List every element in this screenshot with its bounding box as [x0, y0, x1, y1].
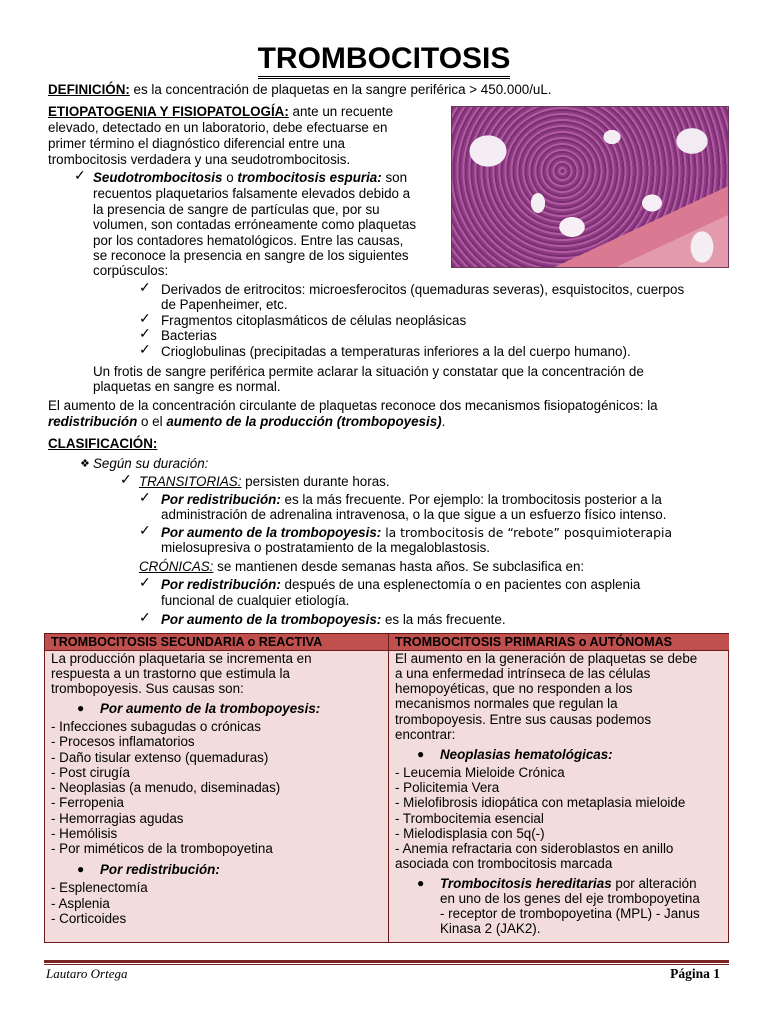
t-aum-line-1	[161, 525, 672, 541]
transitorias-text: persisten durante horas.	[241, 474, 390, 489]
checkmark-icon: ✓	[139, 522, 151, 538]
definition-label: DEFINICIÓN:	[48, 82, 130, 97]
checkmark-icon: ✓	[120, 471, 132, 487]
hereditarias-label: Trombocitosis hereditarias	[440, 876, 612, 891]
list-item: - Post cirugía	[51, 765, 130, 780]
t-redis-line-1	[161, 492, 662, 508]
t-redis-text: es la más frecuente. Por ejemplo: la trombocitosis posterior a la	[280, 492, 662, 507]
c-aum-text: es la más frecuente.	[381, 612, 506, 627]
list-item: - Mielodisplasia con 5q(-)	[395, 826, 545, 841]
table-col-secundaria	[45, 634, 388, 942]
etiopatogenia-label: ETIOPATOGENIA Y FISIOPATOLOGÍA:	[48, 104, 289, 119]
list-item: - Hemólisis	[51, 826, 118, 841]
etiopatogenia-line-4: trombocitosis verdadera y una seudotrombocitosis.	[48, 152, 351, 167]
segun-duracion: Según su duración:	[93, 456, 209, 471]
mecanismo-redistribucion: redistribución	[48, 414, 138, 429]
list-item: - Anemia refractaria con sideroblastos en anillo	[395, 841, 674, 856]
etiopatogenia-line-1	[48, 104, 393, 120]
mecanismo-produccion: aumento de la producción (trombopoyesis)	[166, 414, 442, 429]
checkmark-icon: ✓	[139, 279, 151, 295]
mecanismos-line-2	[48, 414, 445, 430]
checkmark-icon: ✓	[139, 341, 151, 357]
table-header-primarias: TROMBOCITOSIS PRIMARIAS o AUTÓNOMAS	[389, 634, 729, 650]
seudo-item-1: Derivados de eritrocitos: microesferocitos (quemaduras severas), esquistocitos, cuerpos	[161, 282, 685, 297]
seudo-item-1-cont: de Papenheimer, etc.	[161, 297, 288, 312]
bullet-icon: ●	[77, 862, 85, 876]
list-item: - Por miméticos de la trombopoyetina	[51, 841, 273, 856]
hereditarias-line-4: Kinasa 2 (JAK2).	[440, 921, 541, 936]
footer-rule-thin	[44, 964, 729, 965]
seudo-line-7: corpúsculos:	[93, 263, 169, 278]
seudo-line-5: por los contadores hematológicos. Entre las causas,	[93, 233, 404, 248]
footer-page-number: Página 1	[670, 966, 720, 981]
seudo-text: son	[381, 170, 408, 185]
list-item: - Procesos inflamatorios	[51, 734, 195, 749]
c-aum-line	[161, 612, 506, 628]
table-col-primarias	[389, 634, 729, 942]
c-aum-label: Por aumento de la trombopoyesis:	[161, 612, 382, 627]
etiopatogenia-line-3: primer término el diagnóstico diferencial entre una	[48, 136, 345, 151]
checkmark-icon: ✓	[139, 489, 151, 505]
pri-sub-neoplasias: Neoplasias hematológicas:	[440, 747, 613, 762]
pri-intro-2: a una enfermedad intrínseca de las células	[395, 666, 651, 681]
diamond-bullet-icon: ❖	[80, 458, 90, 470]
sec-intro-3: trombopoyesis. Sus causas son:	[51, 681, 244, 696]
sec-sub-redistribucion: Por redistribución:	[100, 862, 220, 877]
c-redis-line-1	[161, 577, 640, 593]
cronicas-label: CRÓNICAS:	[139, 559, 214, 574]
table-column-divider	[388, 634, 389, 942]
t-aum-label: Por aumento de la trombopoyesis:	[161, 525, 382, 540]
etiopatogenia-line-2: elevado, detectado en un laboratorio, debe efectuarse en	[48, 120, 388, 135]
table-header-secundaria: TROMBOCITOSIS SECUNDARIA o REACTIVA	[45, 634, 388, 650]
list-item: - Trombocitemia esencial	[395, 811, 544, 826]
seudo-item-4: Crioglobulinas (precipitadas a temperaturas inferiores a la del cuerpo humano).	[161, 344, 631, 359]
seudo-term-2: trombocitosis espuria:	[237, 170, 382, 185]
mecanismos-conj: o el	[137, 414, 167, 429]
frotis-line-1: Un frotis de sangre periférica permite aclarar la situación y constatar que la concentración de	[93, 364, 644, 379]
definition-paragraph	[48, 82, 552, 98]
list-item: - Daño tisular extenso (quemaduras)	[51, 750, 269, 765]
frotis-line-2: plaquetas en sangre es normal.	[93, 379, 281, 394]
pri-intro-3: hemopoyéticas, que no responden a los	[395, 681, 633, 696]
seudo-conj: o	[222, 170, 238, 185]
page-title	[0, 42, 768, 79]
table-header-rule	[45, 650, 728, 651]
pri-sub-hereditarias	[440, 876, 697, 892]
list-item: - Infecciones subagudas o crónicas	[51, 719, 261, 734]
seudo-line-2: recuentos plaquetarios falsamente elevados debido a	[93, 186, 411, 201]
transitorias-line	[139, 474, 390, 490]
checkmark-icon: ✓	[139, 574, 151, 590]
seudo-term-1: Seudotrombocitosis	[93, 170, 223, 185]
checkmark-icon: ✓	[139, 609, 151, 625]
clasificacion-label: CLASIFICACIÓN:	[48, 436, 158, 451]
bullet-icon: ●	[417, 876, 425, 890]
cronicas-text: se mantienen desde semanas hasta años. Se subclasifica en:	[213, 559, 585, 574]
checkmark-icon: ✓	[139, 310, 151, 326]
t-aum-line-2: mielosupresiva o postratamiento de la megaloblastosis.	[161, 540, 490, 555]
c-redis-line-2: funcional de cualquier etiología.	[161, 593, 350, 608]
pri-intro-5: trombopoyesis. Entre sus causas podemos	[395, 712, 652, 727]
etiopatogenia-text: ante un recuente	[288, 104, 394, 119]
seudo-line-6: se reconoce la presencia en sangre de los siguientes	[93, 248, 409, 263]
t-redis-line-2: administración de adrenalina intravenosa, o la que sigue a un esfuerzo físico intenso.	[161, 507, 667, 522]
checkmark-icon: ✓	[74, 167, 86, 183]
checkmark-icon: ✓	[139, 325, 151, 341]
list-item: - Asplenia	[51, 896, 110, 911]
bullet-icon: ●	[77, 701, 85, 715]
t-redis-label: Por redistribución:	[161, 492, 281, 507]
t-aum-text: la trombocitosis de “rebote” posquimioterapia	[381, 525, 673, 540]
c-redis-text: después de una esplenectomía o en pacientes con asplenia	[280, 577, 641, 592]
seudo-line-3: la presencia de sangre de partículas que, por su	[93, 202, 380, 217]
pri-intro-6: encontrar:	[395, 727, 456, 742]
list-item: - Policitemia Vera	[395, 780, 500, 795]
seudo-line-1	[93, 170, 407, 186]
page-title-text: TROMBOCITOSIS	[258, 42, 511, 79]
seudo-item-2: Fragmentos citoplasmáticos de células neoplásicas	[161, 313, 467, 328]
hereditarias-line-2: en uno de los genes del eje trombopoyetina	[440, 891, 700, 906]
pri-intro-4: mecanismos normales que regulan la	[395, 696, 618, 711]
sec-intro-1: La producción plaquetaria se incrementa en	[51, 651, 312, 666]
sec-intro-2: respuesta a un trastorno que estimula la	[51, 666, 290, 681]
list-item: - Esplenectomía	[51, 880, 148, 895]
list-item: - Mielofibrosis idiopática con metaplasia mieloide	[395, 795, 686, 810]
transitorias-label: TRANSITORIAS:	[139, 474, 242, 489]
footer-rule	[44, 960, 729, 963]
list-item: - Corticoides	[51, 911, 127, 926]
mecanismos-end: .	[441, 414, 446, 429]
footer-author: Lautaro Ortega	[46, 966, 128, 981]
sec-sub-trombopoyesis: Por aumento de la trombopoyesis:	[100, 701, 321, 716]
list-item: - Neoplasias (a menudo, diseminadas)	[51, 780, 281, 795]
definition-text: es la concentración de plaquetas en la sangre periférica > 450.000/uL.	[129, 82, 552, 97]
causes-table	[44, 633, 729, 943]
list-item: - Leucemia Mieloide Crónica	[395, 765, 565, 780]
mecanismos-line-1: El aumento de la concentración circulante de plaquetas reconoce dos mecanismos fisiopatogénicos: la	[48, 398, 658, 413]
hereditarias-line-3: - receptor de trombopoyetina (MPL) - Janus	[440, 906, 700, 921]
bullet-icon: ●	[417, 747, 425, 761]
pri-intro-1: El aumento en la generación de plaquetas se debe	[395, 651, 698, 666]
list-item: - Hemorragias agudas	[51, 811, 184, 826]
seudo-line-4: volumen, son contadas erróneamente como plaquetas	[93, 217, 417, 232]
cronicas-line	[139, 559, 584, 575]
list-item: - Ferropenia	[51, 795, 124, 810]
hereditarias-text: por alteración	[611, 876, 697, 891]
seudo-item-3: Bacterias	[161, 328, 217, 343]
histology-image	[451, 106, 729, 268]
list-item: asociada con trombocitosis marcada	[395, 856, 613, 871]
c-redis-label: Por redistribución:	[161, 577, 281, 592]
